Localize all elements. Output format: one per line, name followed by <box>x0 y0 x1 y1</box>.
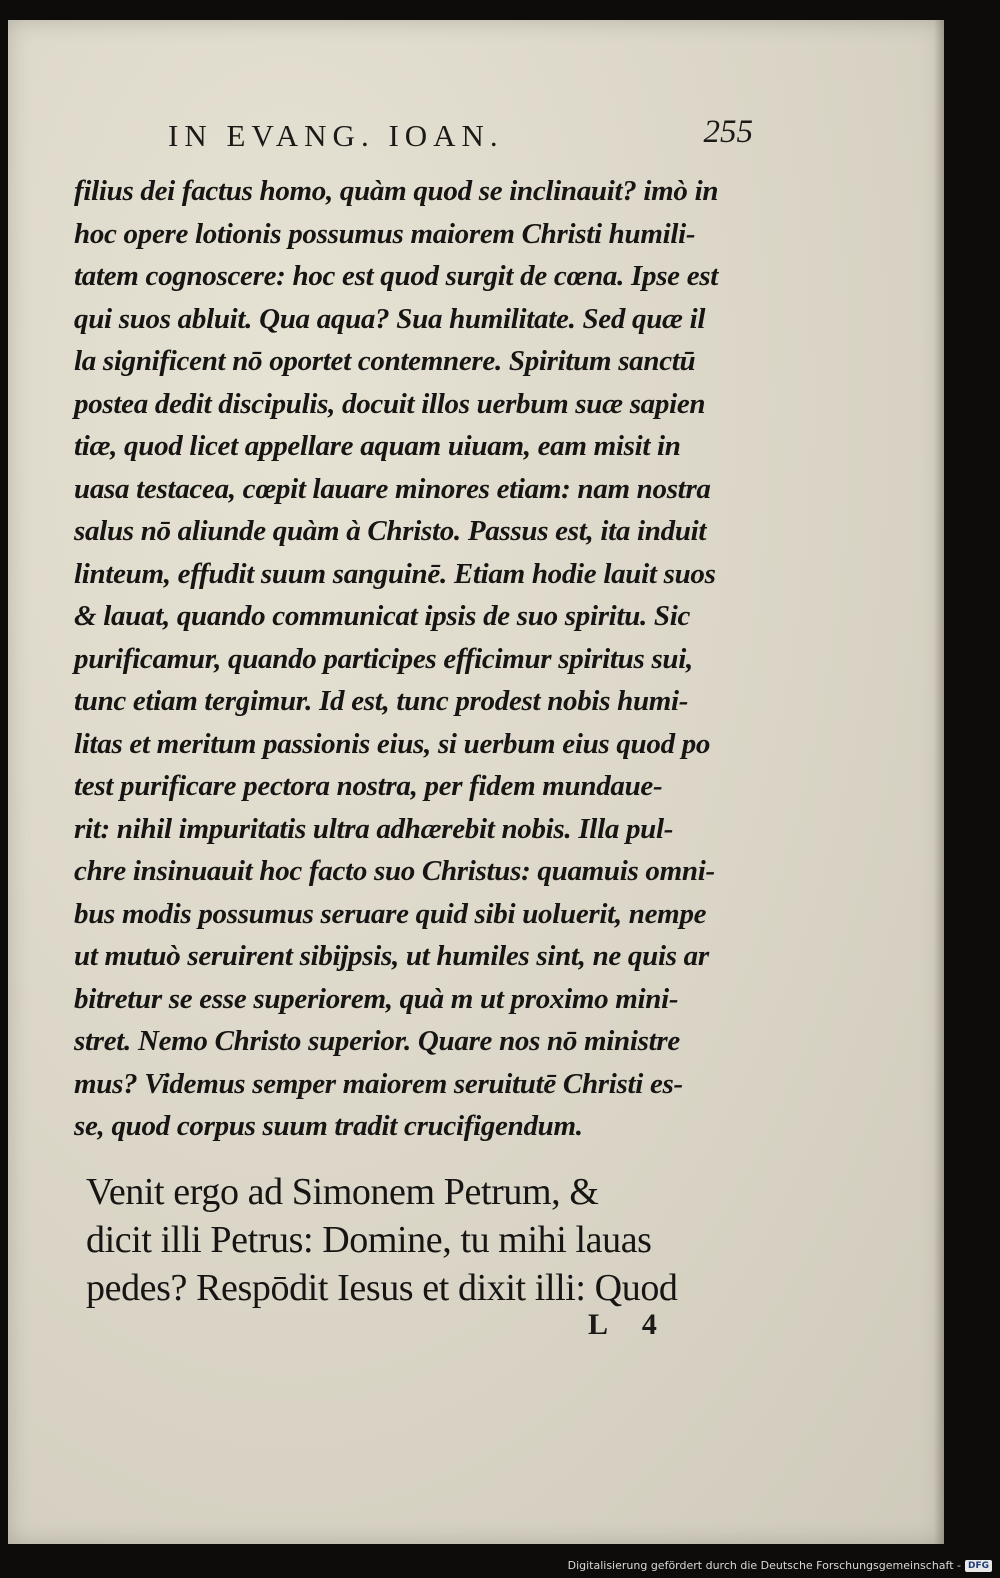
text-line: tiæ, quod licet appellare aquam uiuam, eam misit in <box>74 430 681 462</box>
signature-mark: L 4 <box>588 1308 671 1341</box>
text-line: salus nō aliunde quàm à Christo. Passus est, ita induit <box>74 515 707 547</box>
italic-text-block <box>74 170 754 1148</box>
scripture-quotation-block <box>86 1168 766 1312</box>
text-line: la significent nō oportet contemnere. Spiritum sanctū <box>74 345 696 377</box>
text-line: litas et meritum passionis eius, si uerbum eius quod po <box>74 727 711 760</box>
text-line: chre insinuauit hoc facto suo Christus: quamuis omni- <box>74 855 715 887</box>
running-head: IN EVANG. IOAN. <box>168 118 504 153</box>
text-line: tunc etiam tergimur. Id est, tunc prodest nobis humi- <box>74 685 689 717</box>
page-header <box>168 114 753 158</box>
page-edge-shadow <box>934 20 944 1544</box>
page-number: 255 <box>703 114 753 150</box>
dfg-logo: DFG <box>965 1560 992 1572</box>
text-line: rit: nihil impuritatis ultra adhærebit nobis. Illa pul- <box>74 812 674 845</box>
text-line: postea dedit discipulis, docuit illos uerbum suæ sapien <box>74 387 706 420</box>
book-page <box>8 20 944 1544</box>
text-line: tatem cognoscere: hoc est quod surgit de cœna. Ipse est <box>74 260 719 292</box>
text-line: bitretur se esse superiorem, quà m ut proximo mini- <box>74 982 679 1015</box>
text-line: filius dei factus homo, quàm quod se inclinauit? imò in <box>74 175 719 207</box>
text-line: mus? Videmus semper maiorem seruitutē Christi es- <box>74 1067 683 1100</box>
text-line: bus modis possumus seruare quid sibi uoluerit, nempe <box>74 897 707 930</box>
text-line: test purificare pectora nostra, per fidem mundaue- <box>74 770 663 802</box>
scripture-line: Venit ergo ad Simonem Petrum, & <box>86 1171 599 1213</box>
text-line: ut mutuò seruirent sibijpsis, ut humiles sint, ne quis ar <box>74 940 709 972</box>
scripture-line: dicit illi Petrus: Domine, tu mihi lauas <box>86 1219 652 1261</box>
text-line: linteum, effudit suum sanguinē. Etiam hodie lauit suos <box>74 557 716 590</box>
text-line: stret. Nemo Christo superior. Quare nos nō ministre <box>74 1025 680 1057</box>
text-line: purificamur, quando participes efficimur spiritus sui, <box>74 642 693 675</box>
text-line: qui suos abluit. Qua aqua? Sua humilitate. Sed quæ il <box>74 302 706 335</box>
scripture-line: pedes? Respōdit Iesus et dixit illi: Quod <box>86 1267 678 1309</box>
digitization-credit <box>568 1559 992 1572</box>
text-line: hoc opere lotionis possumus maiorem Christi humili- <box>74 217 696 250</box>
text-line: & lauat, quando communicat ipsis de suo spiritu. Sic <box>74 600 691 632</box>
text-line: uasa testacea, cœpit lauare minores etiam: nam nostra <box>74 472 711 505</box>
credit-text: Digitalisierung gefördert durch die Deutsche Forschungsgemeinschaft - <box>567 1559 961 1572</box>
text-line: se, quod corpus suum tradit crucifigendum. <box>74 1110 583 1142</box>
